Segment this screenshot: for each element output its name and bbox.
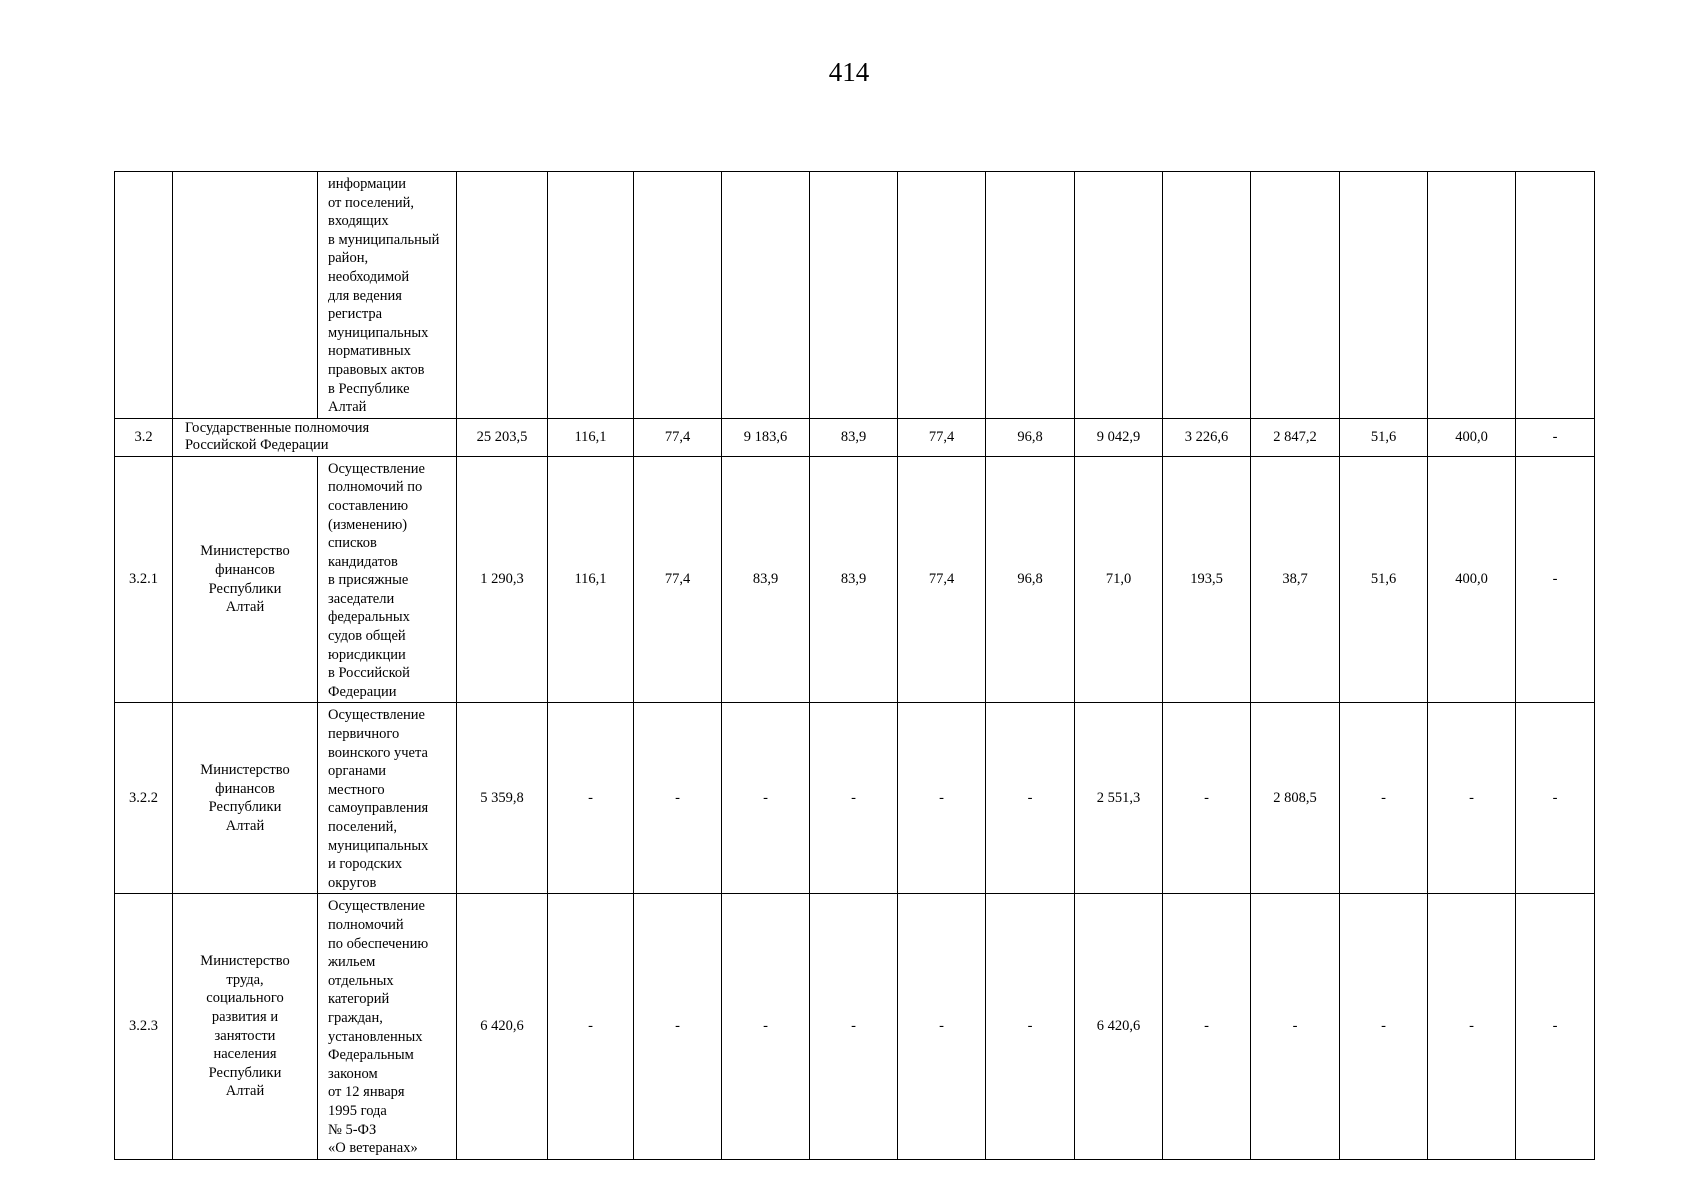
table-row: [115, 172, 1595, 419]
value-cell: 9 042,9: [1075, 418, 1163, 456]
value-cell: 96,8: [986, 418, 1075, 456]
value-cell: -: [722, 703, 810, 894]
page-number: 414: [828, 57, 870, 87]
budget-table: [114, 171, 1595, 1160]
value-cell: -: [986, 894, 1075, 1159]
value-cell: 400,0: [1428, 418, 1516, 456]
value-cell: 38,7: [1251, 456, 1340, 703]
table-row: [115, 456, 1595, 703]
value-cell: [722, 172, 810, 419]
value-cell: 2 551,3: [1075, 703, 1163, 894]
total-cell: 6 420,6: [457, 894, 548, 1159]
value-cell: -: [1340, 703, 1428, 894]
value-cell: 2 808,5: [1251, 703, 1340, 894]
value-cell: [1516, 172, 1595, 419]
value-cell: -: [1516, 418, 1595, 456]
row-number-cell: 3.2.2: [115, 703, 173, 894]
value-cell: 51,6: [1340, 418, 1428, 456]
value-cell: 77,4: [898, 456, 986, 703]
row-number-cell: 3.2: [115, 418, 173, 456]
row-number-cell: 3.2.1: [115, 456, 173, 703]
total-cell: 1 290,3: [457, 456, 548, 703]
organization-cell: [173, 172, 318, 419]
row-number-cell: [115, 172, 173, 419]
value-cell: -: [634, 703, 722, 894]
value-cell: -: [548, 894, 634, 1159]
value-cell: 77,4: [898, 418, 986, 456]
value-cell: 83,9: [810, 456, 898, 703]
value-cell: -: [898, 894, 986, 1159]
value-cell: 400,0: [1428, 456, 1516, 703]
organization-cell: Министерство финансов Республики Алтай: [173, 703, 318, 894]
total-cell: [457, 172, 548, 419]
value-cell: [1428, 172, 1516, 419]
value-cell: -: [1340, 894, 1428, 1159]
description-cell: Осуществление полномочий по обеспечению жильем отдельных категорий граждан, установленных Федеральным законом от 12 января 1995 года № 5-ФЗ «О ветеранах»: [318, 894, 457, 1159]
value-cell: -: [1516, 894, 1595, 1159]
value-cell: -: [722, 894, 810, 1159]
value-cell: 193,5: [1163, 456, 1251, 703]
value-cell: [1075, 172, 1163, 419]
value-cell: [1251, 172, 1340, 419]
value-cell: 2 847,2: [1251, 418, 1340, 456]
value-cell: [986, 172, 1075, 419]
value-cell: 51,6: [1340, 456, 1428, 703]
value-cell: 83,9: [810, 418, 898, 456]
value-cell: -: [634, 894, 722, 1159]
value-cell: 96,8: [986, 456, 1075, 703]
value-cell: [548, 172, 634, 419]
value-cell: 3 226,6: [1163, 418, 1251, 456]
value-cell: [810, 172, 898, 419]
value-cell: -: [1163, 894, 1251, 1159]
description-cell: Осуществление полномочий по составлению (изменению) списков кандидатов в присяжные заседатели федеральных судов общей юрисдикции в Российской Федерации: [318, 456, 457, 703]
value-cell: -: [1516, 456, 1595, 703]
value-cell: [898, 172, 986, 419]
table-row: [115, 418, 1595, 456]
description-cell: Осуществление первичного воинского учета органами местного самоуправления поселений, муниципальных и городских округов: [318, 703, 457, 894]
value-cell: -: [810, 703, 898, 894]
description-cell: информации от поселений, входящих в муниципальный район, необходимой для ведения регистра муниципальных нормативных правовых актов в Республике Алтай: [318, 172, 457, 419]
value-cell: -: [1428, 894, 1516, 1159]
value-cell: 116,1: [548, 456, 634, 703]
value-cell: -: [1251, 894, 1340, 1159]
value-cell: -: [1428, 703, 1516, 894]
table-row: [115, 703, 1595, 894]
value-cell: 71,0: [1075, 456, 1163, 703]
value-cell: -: [1516, 703, 1595, 894]
section-title-cell: Государственные полномочия Российской Федерации: [173, 418, 457, 456]
table-row: [115, 894, 1595, 1159]
value-cell: 77,4: [634, 418, 722, 456]
row-number-cell: 3.2.3: [115, 894, 173, 1159]
organization-cell: Министерство финансов Республики Алтай: [173, 456, 318, 703]
value-cell: -: [1163, 703, 1251, 894]
value-cell: 9 183,6: [722, 418, 810, 456]
value-cell: 6 420,6: [1075, 894, 1163, 1159]
value-cell: -: [898, 703, 986, 894]
value-cell: 83,9: [722, 456, 810, 703]
value-cell: -: [548, 703, 634, 894]
total-cell: 25 203,5: [457, 418, 548, 456]
value-cell: -: [986, 703, 1075, 894]
value-cell: [1163, 172, 1251, 419]
value-cell: [1340, 172, 1428, 419]
value-cell: 77,4: [634, 456, 722, 703]
organization-cell: Министерство труда, социального развития и занятости населения Республики Алтай: [173, 894, 318, 1159]
total-cell: 5 359,8: [457, 703, 548, 894]
value-cell: [634, 172, 722, 419]
value-cell: -: [810, 894, 898, 1159]
value-cell: 116,1: [548, 418, 634, 456]
